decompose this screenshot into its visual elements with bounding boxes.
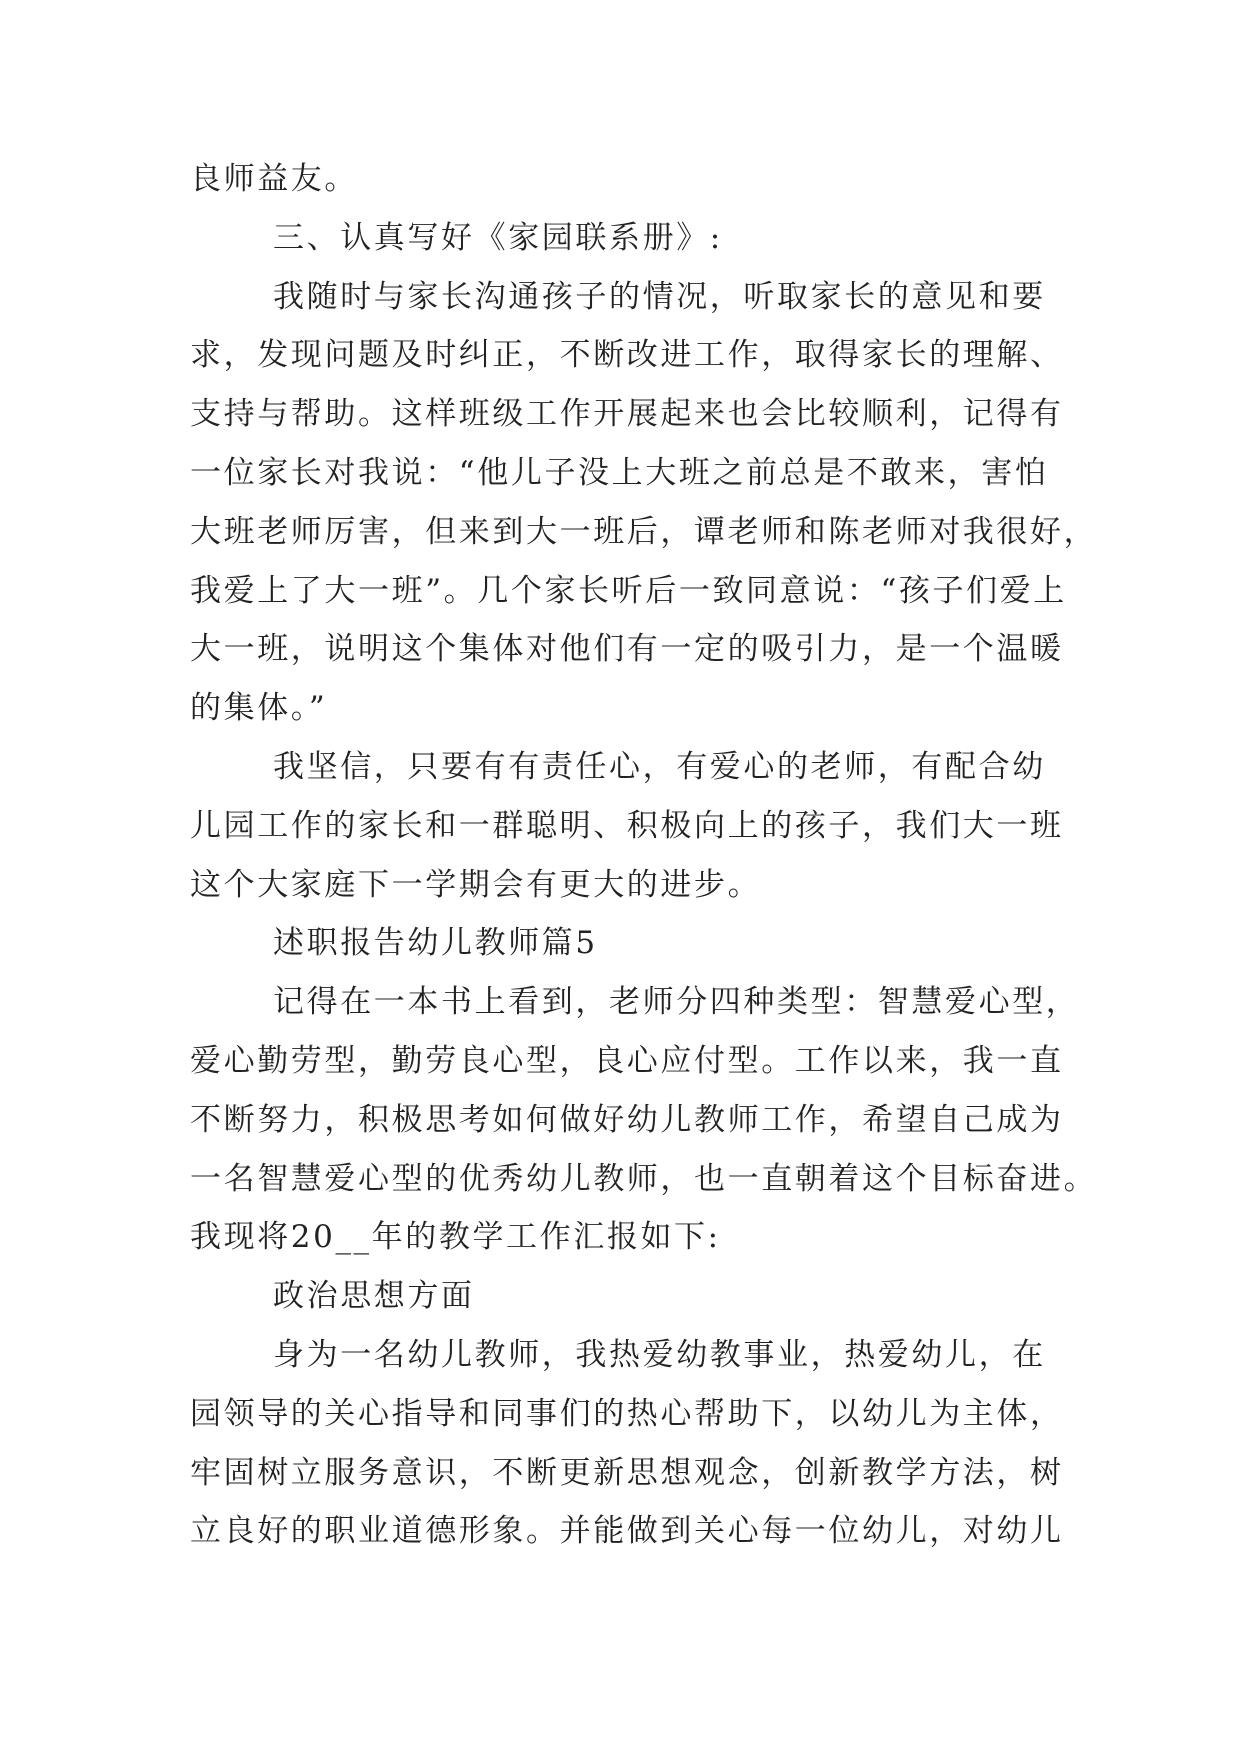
text-line: 一位家长对我说：“他儿子没上大班之前总是不敢来，害怕 (190, 454, 1049, 491)
text-line: 我现将20__年的教学工作汇报如下: (190, 1219, 721, 1256)
text-line: 爱心勤劳型，勤劳良心型，良心应付型。工作以来，我一直 (190, 1042, 1064, 1079)
text-line: 儿园工作的家长和一群聪明、积极向上的孩子，我们大一班 (190, 807, 1064, 844)
text-line: 的集体。” (190, 690, 328, 727)
text-line: 身为一名幼儿教师，我热爱幼教事业，热爱幼儿，在 (273, 1336, 1046, 1373)
text-line: 大班老师厉害，但来到大一班后，谭老师和陈老师对我很好， (190, 513, 1098, 550)
document-text-body (190, 150, 1098, 1561)
text-line: 园领导的关心指导和同事们的热心帮助下，以幼儿为主体， (190, 1395, 1064, 1432)
text-line: 支持与帮助。这样班级工作开展起来也会比较顺利，记得有 (190, 396, 1064, 433)
text-line: 牢固树立服务意识，不断更新思想观念，创新教学方法，树 (190, 1454, 1064, 1491)
text-line: 记得在一本书上看到，老师分四种类型：智慧爱心型， (273, 984, 1080, 1021)
text-line: 我坚信，只要有有责任心，有爱心的老师，有配合幼 (273, 748, 1046, 785)
text-line: 立良好的职业道德形象。并能做到关心每一位幼儿，对幼儿 (190, 1513, 1064, 1550)
text-line: 不断努力，积极思考如何做好幼儿教师工作，希望自己成为 (190, 1101, 1064, 1138)
section-heading: 三、认真写好《家园联系册》: (273, 219, 723, 256)
article-title: 述职报告幼儿教师篇5 (273, 925, 598, 962)
text-line: 我随时与家长沟通孩子的情况，听取家长的意见和要 (273, 278, 1046, 315)
text-line: 这个大家庭下一学期会有更大的进步。 (190, 866, 762, 903)
text-line: 良师益友。 (190, 161, 358, 197)
text-line: 我爱上了大一班”。几个家长听后一致同意说：“孩子们爱上 (190, 572, 1067, 609)
section-heading: 政治思想方面 (273, 1278, 475, 1315)
text-line: 大一班，说明这个集体对他们有一定的吸引力，是一个温暖 (190, 631, 1064, 668)
text-line: 一名智慧爱心型的优秀幼儿教师，也一直朝着这个目标奋进。 (190, 1160, 1098, 1197)
text-line: 求，发现问题及时纠正，不断改进工作，取得家长的理解、 (190, 337, 1064, 374)
